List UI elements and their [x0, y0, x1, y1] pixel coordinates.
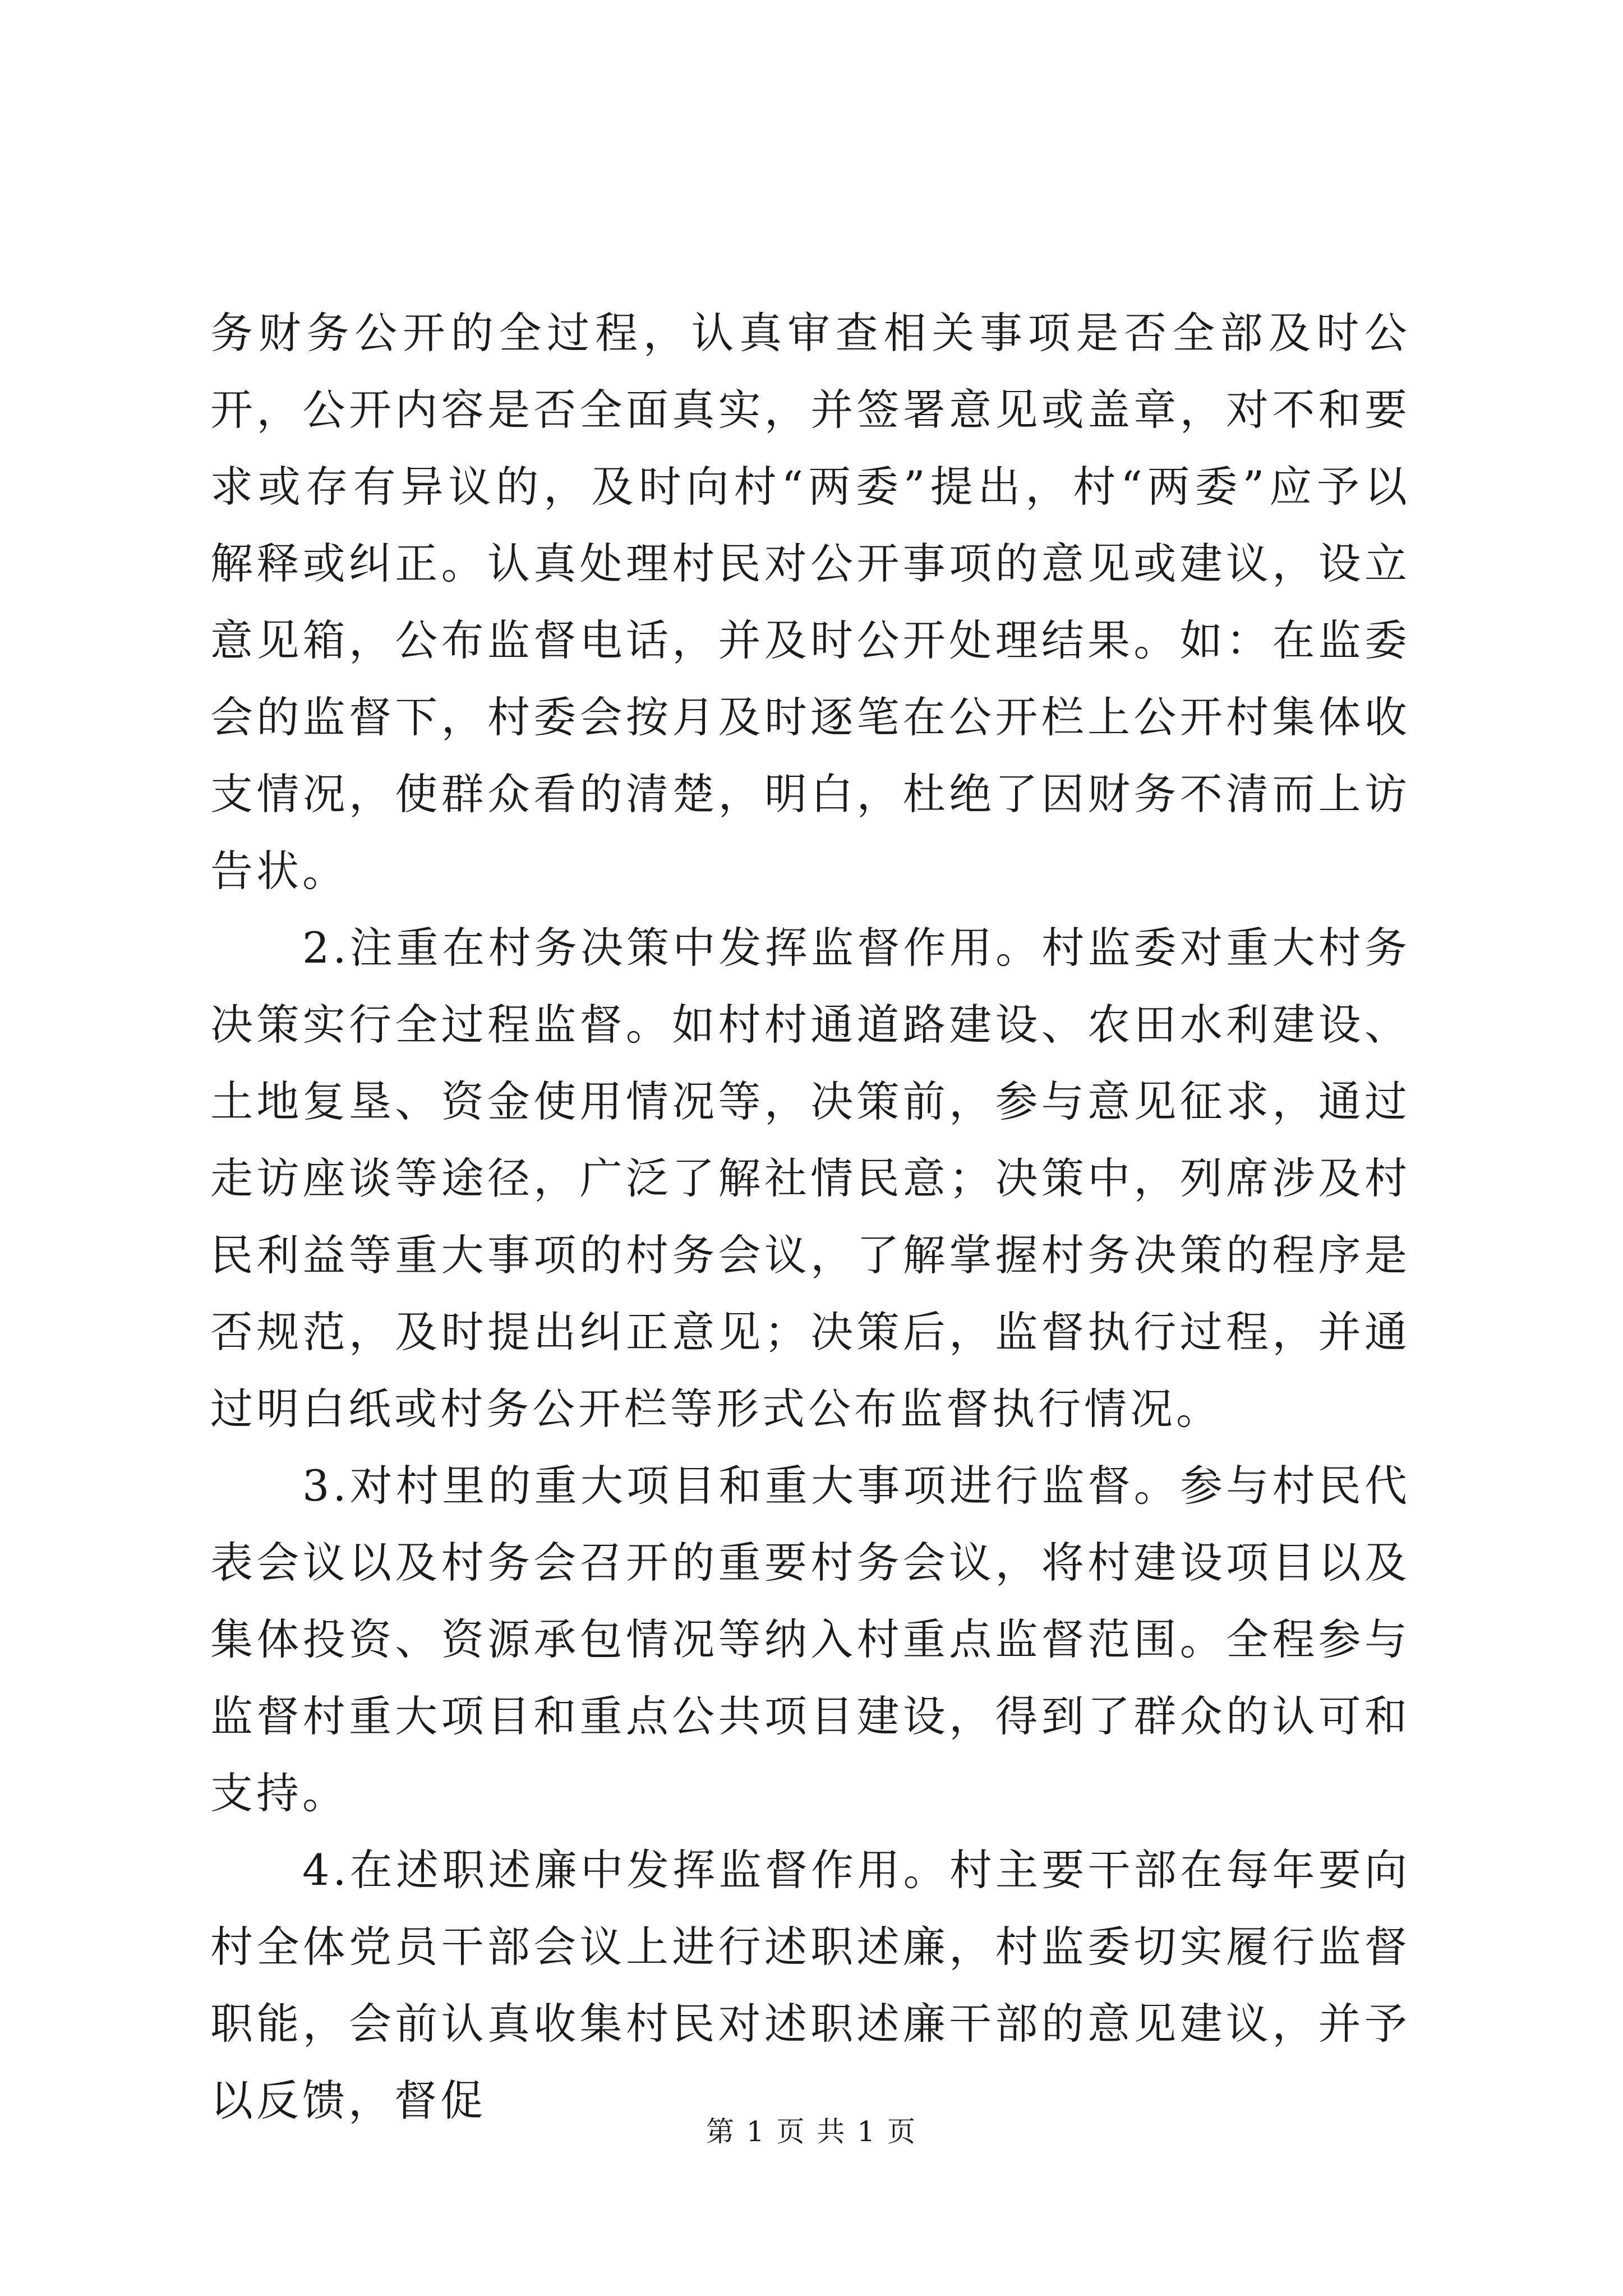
paragraph-4: 4.在述职述廉中发挥监督作用。村主要干部在每年要向村全体党员干部会议上进行述职述廉，村监委切实履行监督职能，会前认真收集村民对述职述廉干部的意见建议，并予以反馈，督促	[210, 1845, 1410, 2125]
page-footer: 第 1 页 共 1 页	[706, 2115, 917, 2148]
document-body	[210, 295, 1410, 2139]
paragraph-2: 2.注重在村务决策中发挥监督作用。村监委对重大村务决策实行全过程监督。如村村通道路建设、农田水利建设、土地复垦、资金使用情况等，决策前，参与意见征求，通过走访座谈等途径，广泛了解社情民意；决策中，列席涉及村民利益等重大事项的村务会议，了解掌握村务决策的程序是否规范，及时提出纠正意见；决策后，监督执行过程，并通过明白纸或村务公开栏等形式公布监督执行情况。	[210, 923, 1410, 1434]
paragraph-3: 3.对村里的重大项目和重大事项进行监督。参与村民代表会议以及村务会召开的重要村务会议，将村建设项目以及集体投资、资源承包情况等纳入村重点监督范围。全程参与监督村重大项目和重点公共项目建设，得到了群众的认可和支持。	[210, 1461, 1410, 1818]
paragraph-1: 务财务公开的全过程，认真审查相关事项是否全部及时公开，公开内容是否全面真实，并签署意见或盖章，对不和要求或存有异议的，及时向村“两委”提出，村“两委”应予以解释或纠正。认真处理村民对公开事项的意见或建议，设立意见箱，公布监督电话，并及时公开处理结果。如：在监委会的监督下，村委会按月及时逐笔在公开栏上公开村集体收支情况，使群众看的清楚，明白，杜绝了因财务不清而上访告状。	[210, 308, 1410, 896]
